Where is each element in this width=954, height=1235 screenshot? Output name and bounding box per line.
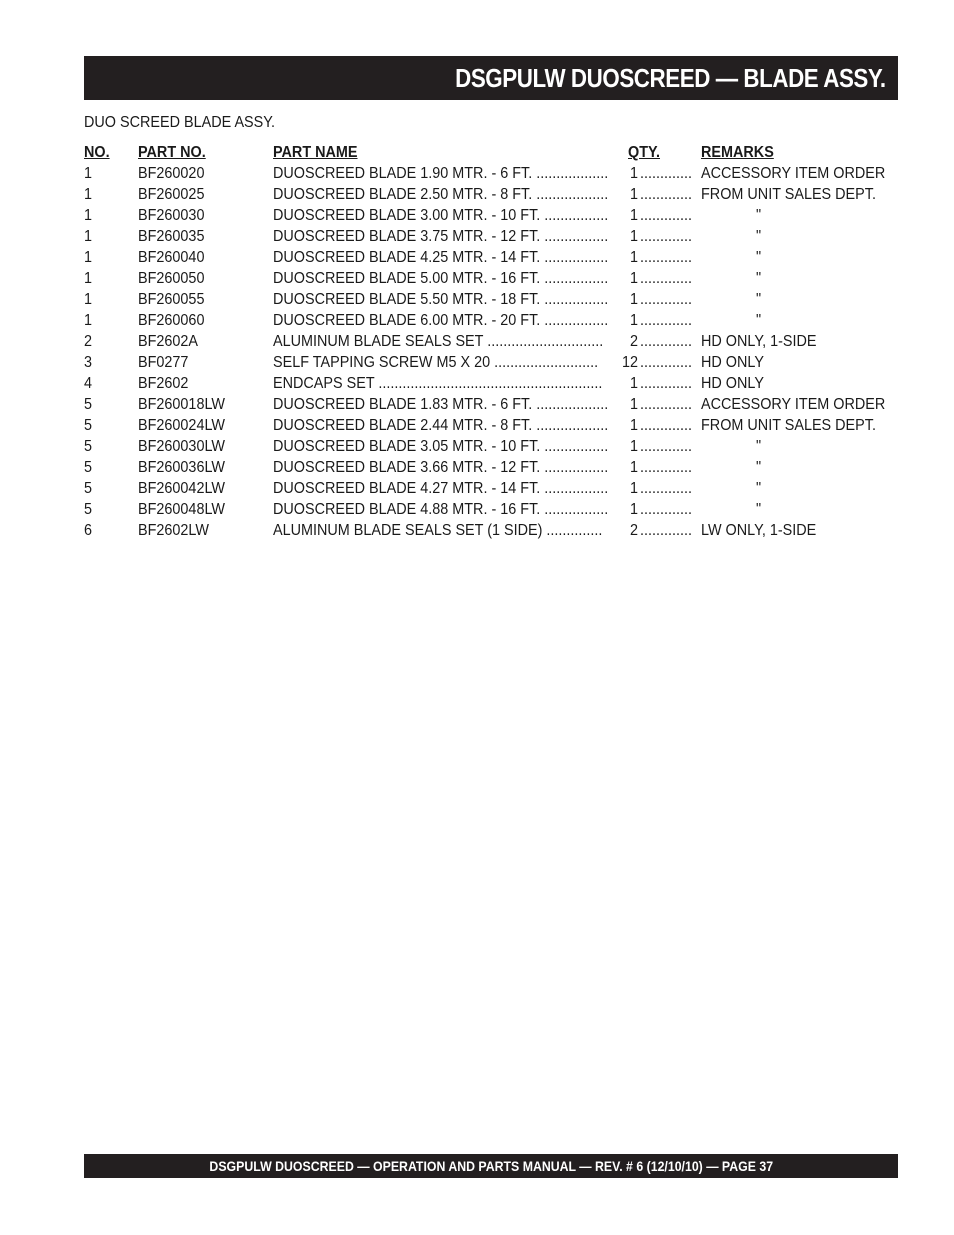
row-leader-dots: ............. [640, 186, 693, 203]
row-part-name-cell [273, 184, 629, 205]
row-part-no: BF2602 [138, 375, 189, 392]
row-part-name: DUOSCREED BLADE 5.50 MTR. - 18 FT. ................ [273, 291, 609, 308]
row-qty: 12 [622, 354, 639, 371]
table-row [84, 457, 898, 478]
page-title: DSGPULW DUOSCREED — BLADE ASSY. [455, 62, 886, 93]
row-part-name-cell [273, 520, 629, 541]
table-row [84, 394, 898, 415]
row-part-no: BF260018LW [138, 396, 225, 413]
column-header-qty: QTY. [628, 144, 661, 161]
row-part-no: BF260024LW [138, 417, 225, 434]
row-item-no: 1 [84, 270, 93, 287]
row-item-no: 3 [84, 354, 93, 371]
table-row [84, 184, 898, 205]
row-qty: 1 [630, 186, 639, 203]
row-leader-dots-cell [640, 184, 698, 205]
column-header-remarks: REMARKS [701, 144, 774, 161]
row-leader-dots: ............. [640, 438, 693, 455]
table-row [84, 352, 898, 373]
row-leader-dots-cell [640, 415, 698, 436]
row-qty: 1 [630, 312, 639, 329]
row-part-name-cell [273, 499, 629, 520]
table-row [84, 478, 898, 499]
row-leader-dots: ............. [640, 522, 693, 539]
row-part-no: BF2602A [138, 333, 199, 350]
row-leader-dots-cell [640, 205, 698, 226]
row-part-name-cell [273, 205, 629, 226]
row-part-name: DUOSCREED BLADE 2.50 MTR. - 8 FT. .................. [273, 186, 609, 203]
row-remarks-ditto: " [756, 249, 762, 266]
table-row [84, 373, 898, 394]
row-leader-dots-cell [640, 520, 698, 541]
row-part-no: BF260050 [138, 270, 205, 287]
row-part-name-cell [273, 394, 629, 415]
table-row [84, 436, 898, 457]
row-item-no: 5 [84, 438, 93, 455]
row-remarks-ditto: " [756, 228, 762, 245]
row-qty: 1 [630, 438, 639, 455]
row-leader-dots: ............. [640, 270, 693, 287]
row-remarks: HD ONLY [701, 354, 764, 371]
row-item-no: 6 [84, 522, 93, 539]
row-remarks-ditto: " [756, 207, 762, 224]
row-leader-dots-cell [640, 268, 698, 289]
row-leader-dots: ............. [640, 501, 693, 518]
row-item-no: 4 [84, 375, 93, 392]
row-part-name: SELF TAPPING SCREW M5 X 20 .......................... [273, 354, 599, 371]
row-part-name-cell [273, 310, 629, 331]
section-title: DUO SCREED BLADE ASSY. [84, 114, 276, 131]
row-leader-dots-cell [640, 352, 698, 373]
row-part-name: ALUMINUM BLADE SEALS SET ............................. [273, 333, 604, 350]
table-row [84, 163, 898, 184]
row-part-name: DUOSCREED BLADE 2.44 MTR. - 8 FT. .................. [273, 417, 609, 434]
row-leader-dots: ............. [640, 249, 693, 266]
row-qty: 1 [630, 165, 639, 182]
row-part-name-cell [273, 457, 629, 478]
row-remarks: ACCESSORY ITEM ORDER [701, 396, 886, 413]
row-item-no: 1 [84, 228, 93, 245]
parts-table [84, 142, 898, 541]
row-part-no: BF260060 [138, 312, 205, 329]
column-header-part-no: PART NO. [138, 144, 206, 161]
row-qty: 1 [630, 228, 639, 245]
row-remarks: FROM UNIT SALES DEPT. [701, 417, 876, 434]
row-item-no: 1 [84, 312, 93, 329]
row-qty: 2 [630, 333, 639, 350]
row-qty: 1 [630, 459, 639, 476]
row-remarks-ditto: " [756, 480, 762, 497]
row-part-no: BF260055 [138, 291, 205, 308]
row-part-name-cell [273, 415, 629, 436]
table-row [84, 226, 898, 247]
column-header-no: NO. [84, 144, 110, 161]
row-leader-dots: ............. [640, 375, 693, 392]
row-item-no: 2 [84, 333, 93, 350]
row-part-name: DUOSCREED BLADE 5.00 MTR. - 16 FT. ................ [273, 270, 609, 287]
row-leader-dots-cell [640, 478, 698, 499]
row-item-no: 1 [84, 249, 93, 266]
row-part-name-cell [273, 163, 629, 184]
row-remarks: HD ONLY, 1-SIDE [701, 333, 817, 350]
row-part-no: BF260035 [138, 228, 205, 245]
row-leader-dots: ............. [640, 207, 693, 224]
table-row [84, 289, 898, 310]
table-header-row [84, 142, 898, 163]
row-leader-dots: ............. [640, 228, 693, 245]
row-part-name: DUOSCREED BLADE 3.05 MTR. - 10 FT. ................ [273, 438, 609, 455]
row-part-name: DUOSCREED BLADE 3.75 MTR. - 12 FT. ................ [273, 228, 609, 245]
row-part-name-cell [273, 373, 629, 394]
row-leader-dots-cell [640, 331, 698, 352]
row-part-no: BF2602LW [138, 522, 209, 539]
row-leader-dots-cell [640, 436, 698, 457]
row-part-name: DUOSCREED BLADE 3.66 MTR. - 12 FT. ................ [273, 459, 609, 476]
row-leader-dots-cell [640, 457, 698, 478]
row-part-name-cell [273, 436, 629, 457]
row-part-name: DUOSCREED BLADE 1.83 MTR. - 6 FT. .................. [273, 396, 609, 413]
row-item-no: 5 [84, 480, 93, 497]
row-part-name: DUOSCREED BLADE 4.88 MTR. - 16 FT. ................ [273, 501, 609, 518]
table-row [84, 247, 898, 268]
row-part-name: DUOSCREED BLADE 3.00 MTR. - 10 FT. ................ [273, 207, 609, 224]
row-part-name: ALUMINUM BLADE SEALS SET (1 SIDE) .............. [273, 522, 603, 539]
row-leader-dots: ............. [640, 480, 693, 497]
table-body [84, 163, 898, 541]
row-part-name: DUOSCREED BLADE 4.27 MTR. - 14 FT. ................ [273, 480, 609, 497]
row-item-no: 5 [84, 459, 93, 476]
table-row [84, 205, 898, 226]
row-leader-dots-cell [640, 373, 698, 394]
row-remarks: FROM UNIT SALES DEPT. [701, 186, 876, 203]
row-item-no: 5 [84, 396, 93, 413]
row-part-no: BF260042LW [138, 480, 225, 497]
row-part-no: BF260020 [138, 165, 205, 182]
row-item-no: 1 [84, 291, 93, 308]
row-leader-dots: ............. [640, 417, 693, 434]
row-remarks-ditto: " [756, 291, 762, 308]
row-part-name-cell [273, 352, 621, 373]
row-part-no: BF260036LW [138, 459, 225, 476]
row-part-name-cell [273, 289, 629, 310]
table-row [84, 520, 898, 541]
row-leader-dots-cell [640, 163, 698, 184]
row-item-no: 5 [84, 417, 93, 434]
row-leader-dots: ............. [640, 459, 693, 476]
row-qty: 1 [630, 417, 639, 434]
row-qty: 1 [630, 501, 639, 518]
row-leader-dots-cell [640, 226, 698, 247]
row-part-name: DUOSCREED BLADE 4.25 MTR. - 14 FT. ................ [273, 249, 609, 266]
table-row [84, 499, 898, 520]
row-remarks-ditto: " [756, 438, 762, 455]
row-leader-dots: ............. [640, 165, 693, 182]
row-part-name: DUOSCREED BLADE 1.90 MTR. - 6 FT. .................. [273, 165, 609, 182]
row-qty: 1 [630, 396, 639, 413]
row-leader-dots-cell [640, 310, 698, 331]
row-remarks-ditto: " [756, 501, 762, 518]
row-item-no: 1 [84, 186, 93, 203]
row-qty: 2 [630, 522, 639, 539]
row-qty: 1 [630, 207, 639, 224]
row-qty: 1 [630, 480, 639, 497]
row-leader-dots: ............. [640, 312, 693, 329]
row-part-no: BF260030LW [138, 438, 225, 455]
row-item-no: 1 [84, 165, 93, 182]
row-part-no: BF260040 [138, 249, 205, 266]
row-part-name: DUOSCREED BLADE 6.00 MTR. - 20 FT. ................ [273, 312, 609, 329]
row-remarks-ditto: " [756, 459, 762, 476]
row-item-no: 1 [84, 207, 93, 224]
row-leader-dots: ............. [640, 396, 693, 413]
table-row [84, 331, 898, 352]
table-row [84, 268, 898, 289]
row-part-name-cell [273, 331, 629, 352]
row-part-name-cell [273, 226, 629, 247]
row-leader-dots: ............. [640, 354, 693, 371]
row-part-no: BF260030 [138, 207, 205, 224]
row-part-name: ENDCAPS SET ........................................................ [273, 375, 603, 392]
row-part-no: BF0277 [138, 354, 189, 371]
row-qty: 1 [630, 249, 639, 266]
row-item-no: 5 [84, 501, 93, 518]
row-remarks-ditto: " [756, 312, 762, 329]
row-part-no: BF260048LW [138, 501, 225, 518]
row-leader-dots-cell [640, 289, 698, 310]
table-row [84, 415, 898, 436]
page-footer-bar [84, 1154, 898, 1178]
footer-text: DSGPULW DUOSCREED — OPERATION AND PARTS MANUAL — REV. # 6 (12/10/10) — PAGE 37 [209, 1158, 773, 1174]
row-leader-dots-cell [640, 499, 698, 520]
row-leader-dots-cell [640, 394, 698, 415]
row-remarks-ditto: " [756, 270, 762, 287]
row-leader-dots: ............. [640, 333, 693, 350]
page-header-bar [84, 56, 898, 100]
row-part-name-cell [273, 478, 629, 499]
table-row [84, 310, 898, 331]
row-remarks: ACCESSORY ITEM ORDER [701, 165, 886, 182]
row-remarks: LW ONLY, 1-SIDE [701, 522, 817, 539]
row-qty: 1 [630, 291, 639, 308]
row-leader-dots: ............. [640, 291, 693, 308]
column-header-part-name: PART NAME [273, 144, 358, 161]
row-part-name-cell [273, 247, 629, 268]
row-qty: 1 [630, 375, 639, 392]
row-leader-dots-cell [640, 247, 698, 268]
row-qty: 1 [630, 270, 639, 287]
row-remarks: HD ONLY [701, 375, 764, 392]
row-part-no: BF260025 [138, 186, 205, 203]
row-part-name-cell [273, 268, 629, 289]
